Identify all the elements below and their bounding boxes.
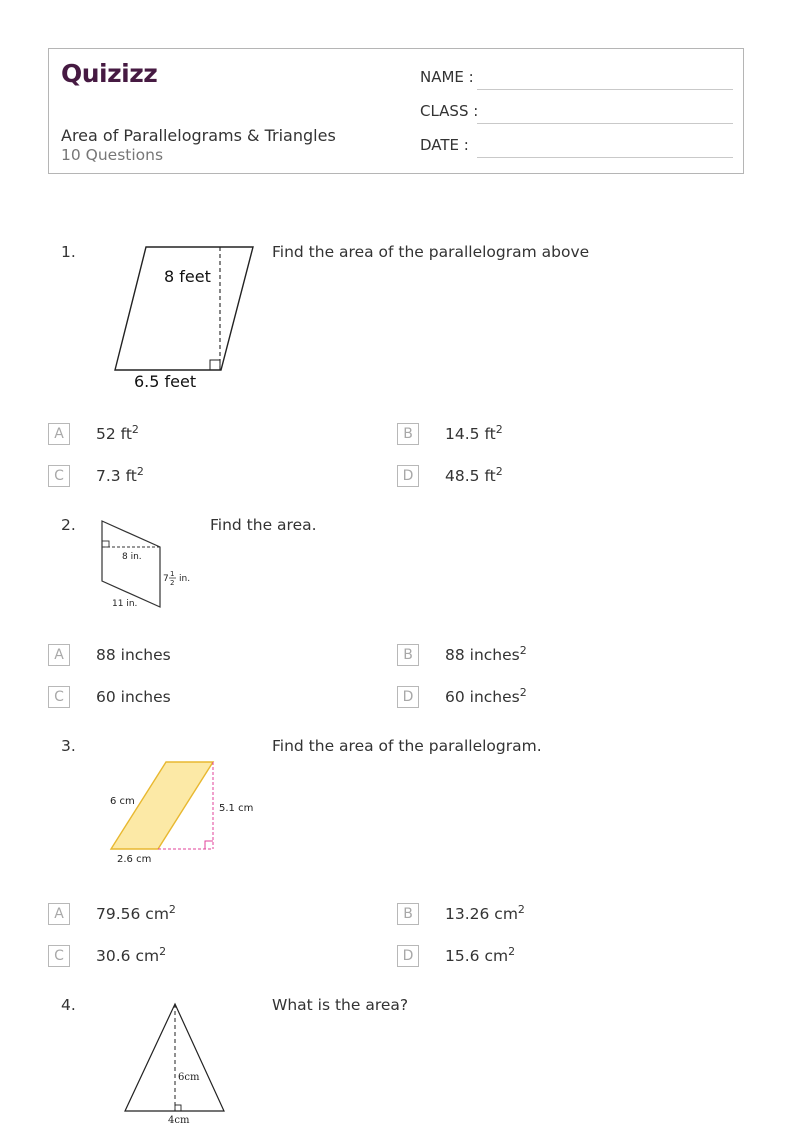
- question-prompt: Find the area of the parallelogram.: [272, 737, 542, 755]
- option-value: 79.56 cm: [96, 905, 169, 923]
- question-number: 3.: [61, 737, 76, 755]
- base-label: 4cm: [168, 1115, 190, 1123]
- option-a-text[interactable]: [96, 646, 171, 664]
- option-b-box[interactable]: B: [397, 903, 419, 925]
- date-label: DATE :: [420, 136, 469, 154]
- option-a-text[interactable]: [96, 422, 139, 443]
- option-c-text[interactable]: [96, 464, 144, 485]
- option-value: 88 inches: [96, 646, 171, 664]
- side-label-whole: 7: [163, 574, 169, 584]
- option-exponent: 2: [517, 902, 525, 916]
- option-a-box[interactable]: A: [48, 903, 70, 925]
- option-b-text[interactable]: [445, 422, 503, 443]
- quizizz-logo: Quizizz: [61, 59, 158, 88]
- option-exponent: 2: [519, 685, 527, 699]
- option-b-text[interactable]: [445, 902, 525, 923]
- option-d-box[interactable]: D: [397, 686, 419, 708]
- option-d-text[interactable]: [445, 464, 503, 485]
- question-number: 2.: [61, 516, 76, 534]
- triangle-figure-4: [120, 1000, 230, 1123]
- question-prompt: What is the area?: [272, 996, 409, 1014]
- worksheet-header: [48, 48, 744, 174]
- height-label: 8 in.: [122, 552, 142, 562]
- option-value: 88 inches: [445, 646, 520, 664]
- option-exponent: 2: [495, 464, 503, 478]
- option-c-box[interactable]: C: [48, 945, 70, 967]
- base-label: 2.6 cm: [117, 854, 152, 865]
- base-label: 11 in.: [112, 599, 138, 609]
- option-c-box[interactable]: C: [48, 686, 70, 708]
- option-c-text[interactable]: [96, 944, 167, 965]
- base-label: 6.5 feet: [134, 372, 197, 391]
- option-value: 14.5 ft: [445, 425, 496, 443]
- option-exponent: 2: [168, 902, 176, 916]
- class-label: CLASS :: [420, 102, 479, 120]
- option-value: 30.6 cm: [96, 947, 160, 965]
- option-value: 15.6 cm: [445, 947, 509, 965]
- question-prompt: Find the area.: [210, 516, 317, 534]
- option-d-box[interactable]: D: [397, 465, 419, 487]
- option-value: 60 inches: [96, 688, 171, 706]
- option-b-text[interactable]: [445, 643, 527, 664]
- side-label-unit: in.: [179, 574, 191, 584]
- option-c-text[interactable]: [96, 688, 171, 706]
- option-c-box[interactable]: C: [48, 465, 70, 487]
- parallelogram-figure-1: [110, 240, 260, 395]
- option-value: 52 ft: [96, 425, 132, 443]
- height-label: 5.1 cm: [219, 803, 254, 814]
- name-line[interactable]: [477, 89, 733, 90]
- option-d-box[interactable]: D: [397, 945, 419, 967]
- option-exponent: 2: [508, 944, 516, 958]
- question-number: 4.: [61, 996, 76, 1014]
- side-label-numerator: 1: [170, 570, 175, 578]
- option-value: 13.26 cm: [445, 905, 518, 923]
- option-exponent: 2: [519, 643, 527, 657]
- option-value: 7.3 ft: [96, 467, 137, 485]
- name-label: NAME :: [420, 68, 474, 86]
- date-line[interactable]: [477, 157, 733, 158]
- option-a-box[interactable]: A: [48, 644, 70, 666]
- question-number: 1.: [61, 243, 76, 261]
- option-value: 48.5 ft: [445, 467, 496, 485]
- question-prompt: Find the area of the parallelogram above: [272, 243, 590, 261]
- height-label: 8 feet: [164, 267, 211, 286]
- question-count: 10 Questions: [61, 146, 164, 164]
- side-label-denominator: 2: [170, 579, 175, 587]
- parallelogram-figure-2: [98, 515, 198, 615]
- parallelogram-figure-3: [105, 755, 255, 870]
- side-label: 6 cm: [110, 796, 135, 807]
- option-exponent: 2: [131, 422, 139, 436]
- option-value: 60 inches: [445, 688, 520, 706]
- option-d-text[interactable]: [445, 685, 527, 706]
- option-exponent: 2: [495, 422, 503, 436]
- option-b-box[interactable]: B: [397, 644, 419, 666]
- option-b-box[interactable]: B: [397, 423, 419, 445]
- class-line[interactable]: [477, 123, 733, 124]
- option-exponent: 2: [159, 944, 167, 958]
- worksheet-title: Area of Parallelograms & Triangles: [61, 126, 336, 145]
- option-exponent: 2: [136, 464, 144, 478]
- option-d-text[interactable]: [445, 944, 516, 965]
- option-a-text[interactable]: [96, 902, 176, 923]
- height-label: 6cm: [178, 1072, 200, 1083]
- option-a-box[interactable]: A: [48, 423, 70, 445]
